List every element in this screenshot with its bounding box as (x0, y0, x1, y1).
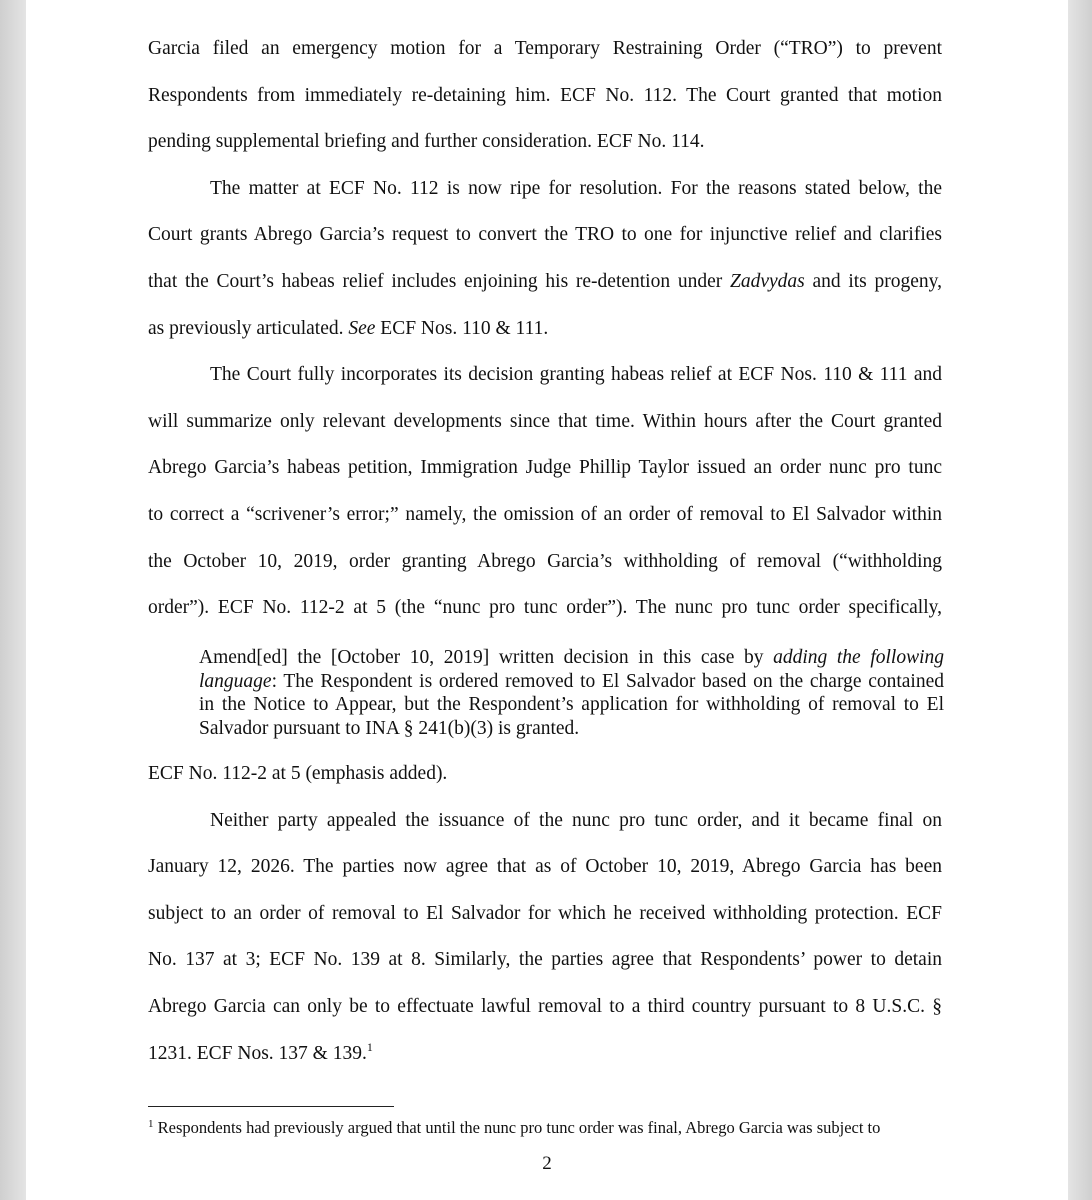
paragraph-2-line-3-pre: that the Court’s habeas relief includes enjoining his re-detention under (148, 270, 730, 292)
viewer-margin-right (1068, 0, 1092, 1200)
block-quote (199, 646, 944, 740)
paragraph-3-line-6: order”). ECF No. 112-2 at 5 (the “nunc pro tunc order”). The nunc pro tunc order specifically, (148, 597, 942, 619)
body-text-lower (148, 751, 942, 1077)
paragraph-3-line-3: Abrego Garcia’s habeas petition, Immigration Judge Phillip Taylor issued an order nunc pro tunc (148, 457, 942, 479)
quote-line-2-post: : The Respondent is ordered removed to El Salvador based on the charge contained (271, 670, 944, 692)
paragraph-2-line-3 (148, 259, 942, 306)
paragraph-4-line-4: No. 137 at 3; ECF No. 139 at 8. Similarly, the parties agree that Respondents’ power to detain (148, 949, 942, 971)
document-page (26, 0, 1068, 1200)
quote-line-2 (199, 670, 944, 694)
paragraph-2-line-4-post: ECF Nos. 110 & 111. (375, 317, 549, 339)
paragraph-1-line-1: Garcia filed an emergency motion for a Temporary Restraining Order (“TRO”) to prevent (148, 38, 942, 59)
paragraph-3-line-1: The Court fully incorporates its decision granting habeas relief at ECF Nos. 110 & 111 and (210, 364, 942, 386)
paragraph-4-line-3: subject to an order of removal to El Salvador for which he received withholding protection. ECF (148, 902, 942, 924)
paragraph-2-line-2: Court grants Abrego Garcia’s request to convert the TRO to one for injunctive relief and clarifies (148, 224, 942, 246)
paragraph-4-line-2: January 12, 2026. The parties now agree that as of October 10, 2019, Abrego Garcia has been (148, 856, 942, 878)
footnote-1 (148, 1117, 942, 1139)
quote-citation: ECF No. 112-2 at 5 (emphasis added). (148, 763, 448, 784)
paragraph-1-line-2: Respondents from immediately re-detaining him. ECF No. 112. The Court granted that motion (148, 84, 942, 106)
paragraph-1-line-3: pending supplemental briefing and further consideration. ECF No. 114. (148, 131, 705, 153)
paragraph-4-line-6 (148, 1031, 942, 1078)
body-text-upper (148, 26, 942, 632)
case-name-zadvydas: Zadvydas (729, 270, 805, 292)
footnote-divider (148, 1106, 394, 1107)
paragraph-2-line-4-pre: as previously articulated. (148, 317, 349, 339)
paragraph-4-line-6-text: 1231. ECF Nos. 137 & 139. (148, 1042, 367, 1064)
footnote-reference[interactable]: 1 (366, 1039, 373, 1054)
viewer-margin-left (0, 0, 26, 1200)
quote-line-4: Salvador pursuant to INA § 241(b)(3) is granted. (199, 717, 580, 739)
paragraph-2-line-1: The matter at ECF No. 112 is now ripe for resolution. For the reasons stated below, the (210, 177, 942, 199)
quote-line-3: in the Notice to Appear, but the Respondent’s application for withholding of removal to El (199, 694, 944, 715)
paragraph-3-line-4: to correct a “scrivener’s error;” namely, the omission of an order of removal to El Salvador within (148, 503, 942, 525)
signal-see: See (348, 317, 376, 339)
paragraph-3-line-2: will summarize only relevant developments since that time. Within hours after the Court granted (148, 410, 942, 432)
quote-line-1 (199, 646, 944, 670)
footnote-text: Respondents had previously argued that until the nunc pro tunc order was final, Abrego Garcia was subject to (153, 1118, 881, 1137)
quote-line-1-pre: Amend[ed] the [October 10, 2019] written decision in this case by (199, 647, 774, 668)
paragraph-3-line-5: the October 10, 2019, order granting Abrego Garcia’s withholding of removal (“withholding (148, 550, 942, 572)
paragraph-4-line-1: Neither party appealed the issuance of the nunc pro tunc order, and it became final on (210, 809, 942, 831)
quote-emphasis-2: language (199, 670, 272, 692)
paragraph-2-line-3-post: and its progeny, (804, 270, 942, 292)
quote-emphasis-1: adding the following (773, 647, 944, 668)
footnote-marker: 1 (148, 1118, 154, 1130)
paragraph-4-line-5: Abrego Garcia can only be to effectuate lawful removal to a third country pursuant to 8 U.S.C. § (148, 995, 942, 1017)
page-number: 2 (542, 1153, 552, 1174)
paragraph-2-line-4 (148, 306, 942, 353)
